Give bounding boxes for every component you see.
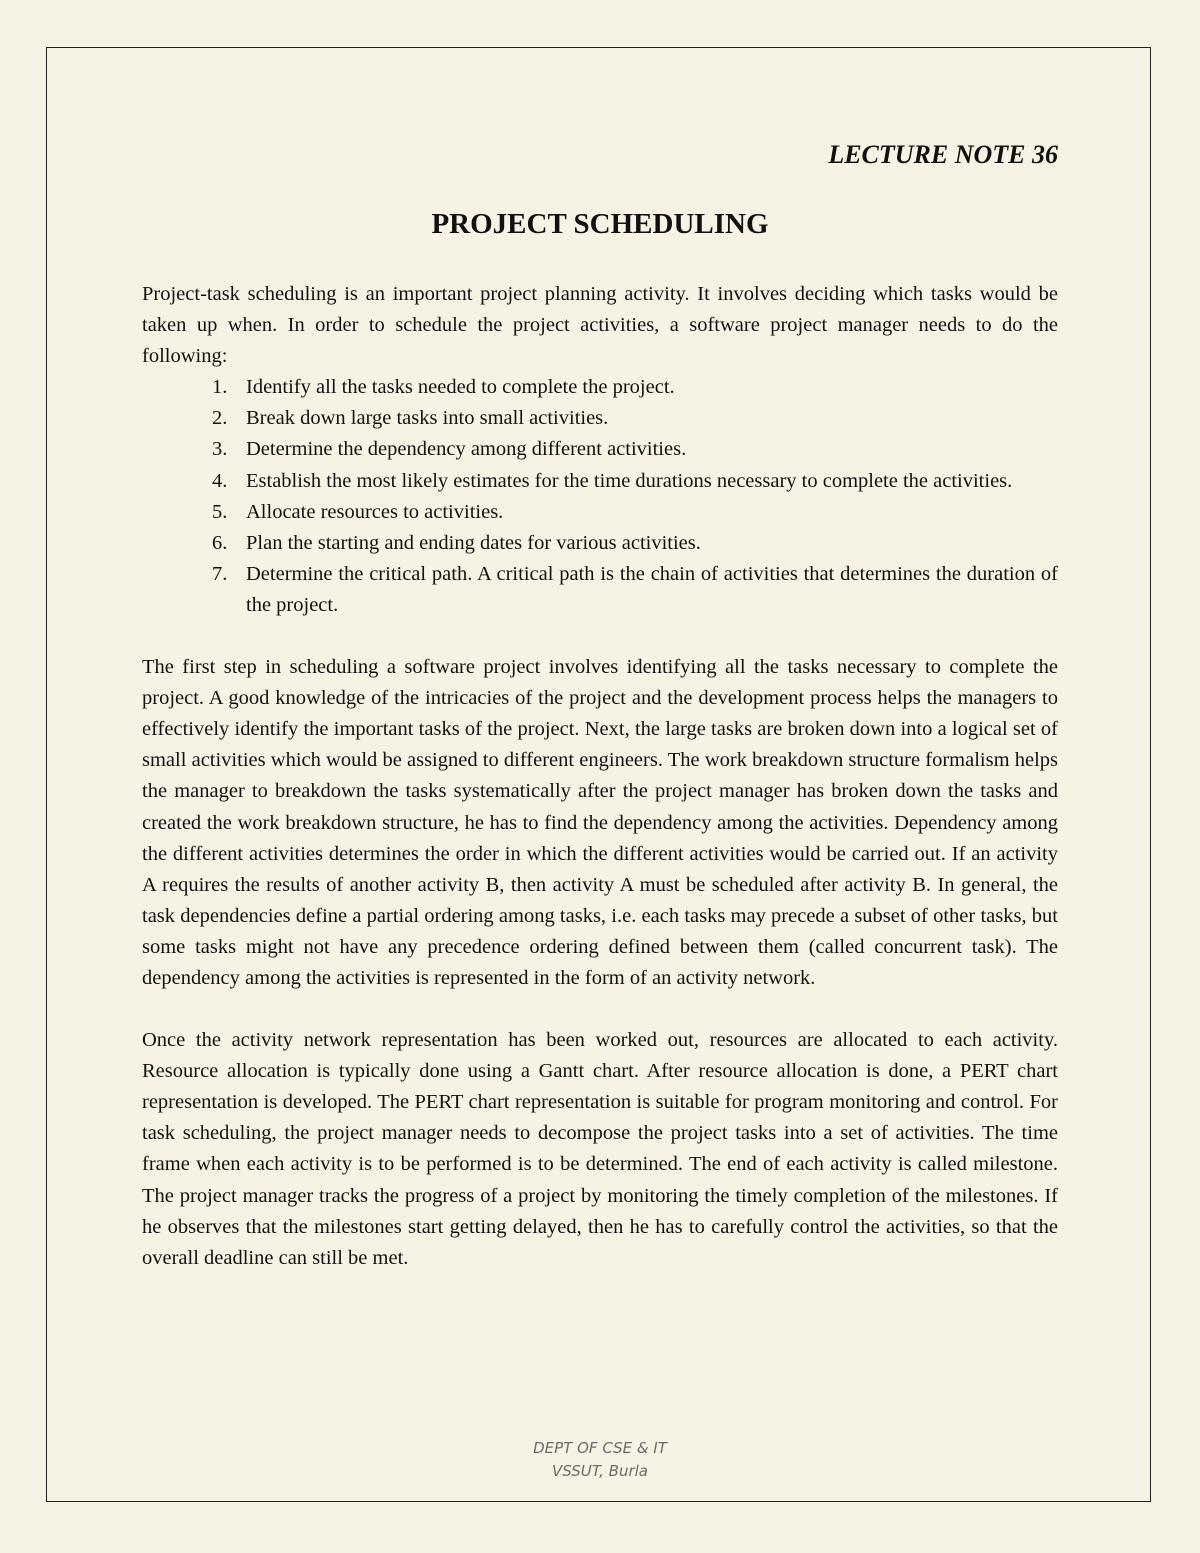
list-item-number: 2. xyxy=(212,407,228,430)
list-item-text: Break down large tasks into small activities. xyxy=(246,407,609,430)
page-footer xyxy=(0,1437,1200,1483)
list-item xyxy=(142,497,1058,528)
list-item-text: Determine the dependency among different activities. xyxy=(246,438,687,461)
paragraph-spacer xyxy=(142,621,1058,652)
list-item xyxy=(142,559,1058,621)
footer-department: DEPT OF CSE & IT xyxy=(533,1439,667,1457)
lecture-note-label: LECTURE NOTE 36 xyxy=(828,140,1058,169)
list-item xyxy=(142,466,1058,497)
paragraph-spacer xyxy=(142,994,1058,1025)
steps-list xyxy=(142,372,1058,621)
list-item xyxy=(142,528,1058,559)
list-item-text: Determine the critical path. A critical path is the chain of activities that determines the duration of the project. xyxy=(246,562,1058,616)
list-item-text: Allocate resources to activities. xyxy=(246,500,504,523)
list-item xyxy=(142,403,1058,434)
list-item-number: 3. xyxy=(212,438,228,461)
body-paragraph: The first step in scheduling a software project involves identifying all the tasks necessary to complete the project. A good knowledge of the intricacies of the project and the development process helps the managers to effectively identify the important tasks of the project. Next, the large tasks are broken down into a logical set of small activities which would be assigned to different engineers. The work breakdown structure formalism helps the manager to breakdown the tasks systematically after the project manager has broken down the tasks and created the work breakdown structure, he has to find the dependency among the activities. Dependency among the different activities determines the order in which the different activities would be carried out. If an activity A requires the results of another activity B, then activity A must be scheduled after activity B. In general, the task dependencies define a partial ordering among tasks, i.e. each tasks may precede a subset of other tasks, but some tasks might not have any precedence ordering defined between them (called concurrent task). The dependency among the activities is represented in the form of an activity network. xyxy=(142,656,1058,989)
page-title: PROJECT SCHEDULING xyxy=(431,208,769,240)
list-item-number: 7. xyxy=(212,562,228,585)
intro-paragraph: Project-task scheduling is an important project planning activity. It involves deciding which tasks would be taken up when. In order to schedule the project activities, a software project manager needs to do the following: xyxy=(142,283,1058,368)
footer-institution: VSSUT, Burla xyxy=(552,1462,648,1480)
document-body xyxy=(142,279,1058,1274)
body-paragraph: Once the activity network representation has been worked out, resources are allocated to each activity. Resource allocation is typically done using a Gantt chart. After resource allocation is done, a PERT chart representation is developed. The PERT chart representation is suitable for program monitoring and control. For task scheduling, the project manager needs to decompose the project tasks into a set of activities. The time frame when each activity is to be performed is to be determined. The end of each activity is called milestone. The project manager tracks the progress of a project by monitoring the timely completion of the milestones. If he observes that the milestones start getting delayed, then he has to carefully control the activities, so that the overall deadline can still be met. xyxy=(142,1029,1058,1269)
list-item-number: 1. xyxy=(212,376,228,399)
list-item-text: Identify all the tasks needed to complete the project. xyxy=(246,376,675,399)
list-item-number: 6. xyxy=(212,531,228,554)
list-item-number: 4. xyxy=(212,469,228,492)
list-item-text: Plan the starting and ending dates for various activities. xyxy=(246,531,701,554)
list-item xyxy=(142,372,1058,403)
list-item-number: 5. xyxy=(212,500,228,523)
list-item xyxy=(142,434,1058,465)
list-item-text: Establish the most likely estimates for the time durations necessary to complete the activities. xyxy=(246,469,1013,492)
